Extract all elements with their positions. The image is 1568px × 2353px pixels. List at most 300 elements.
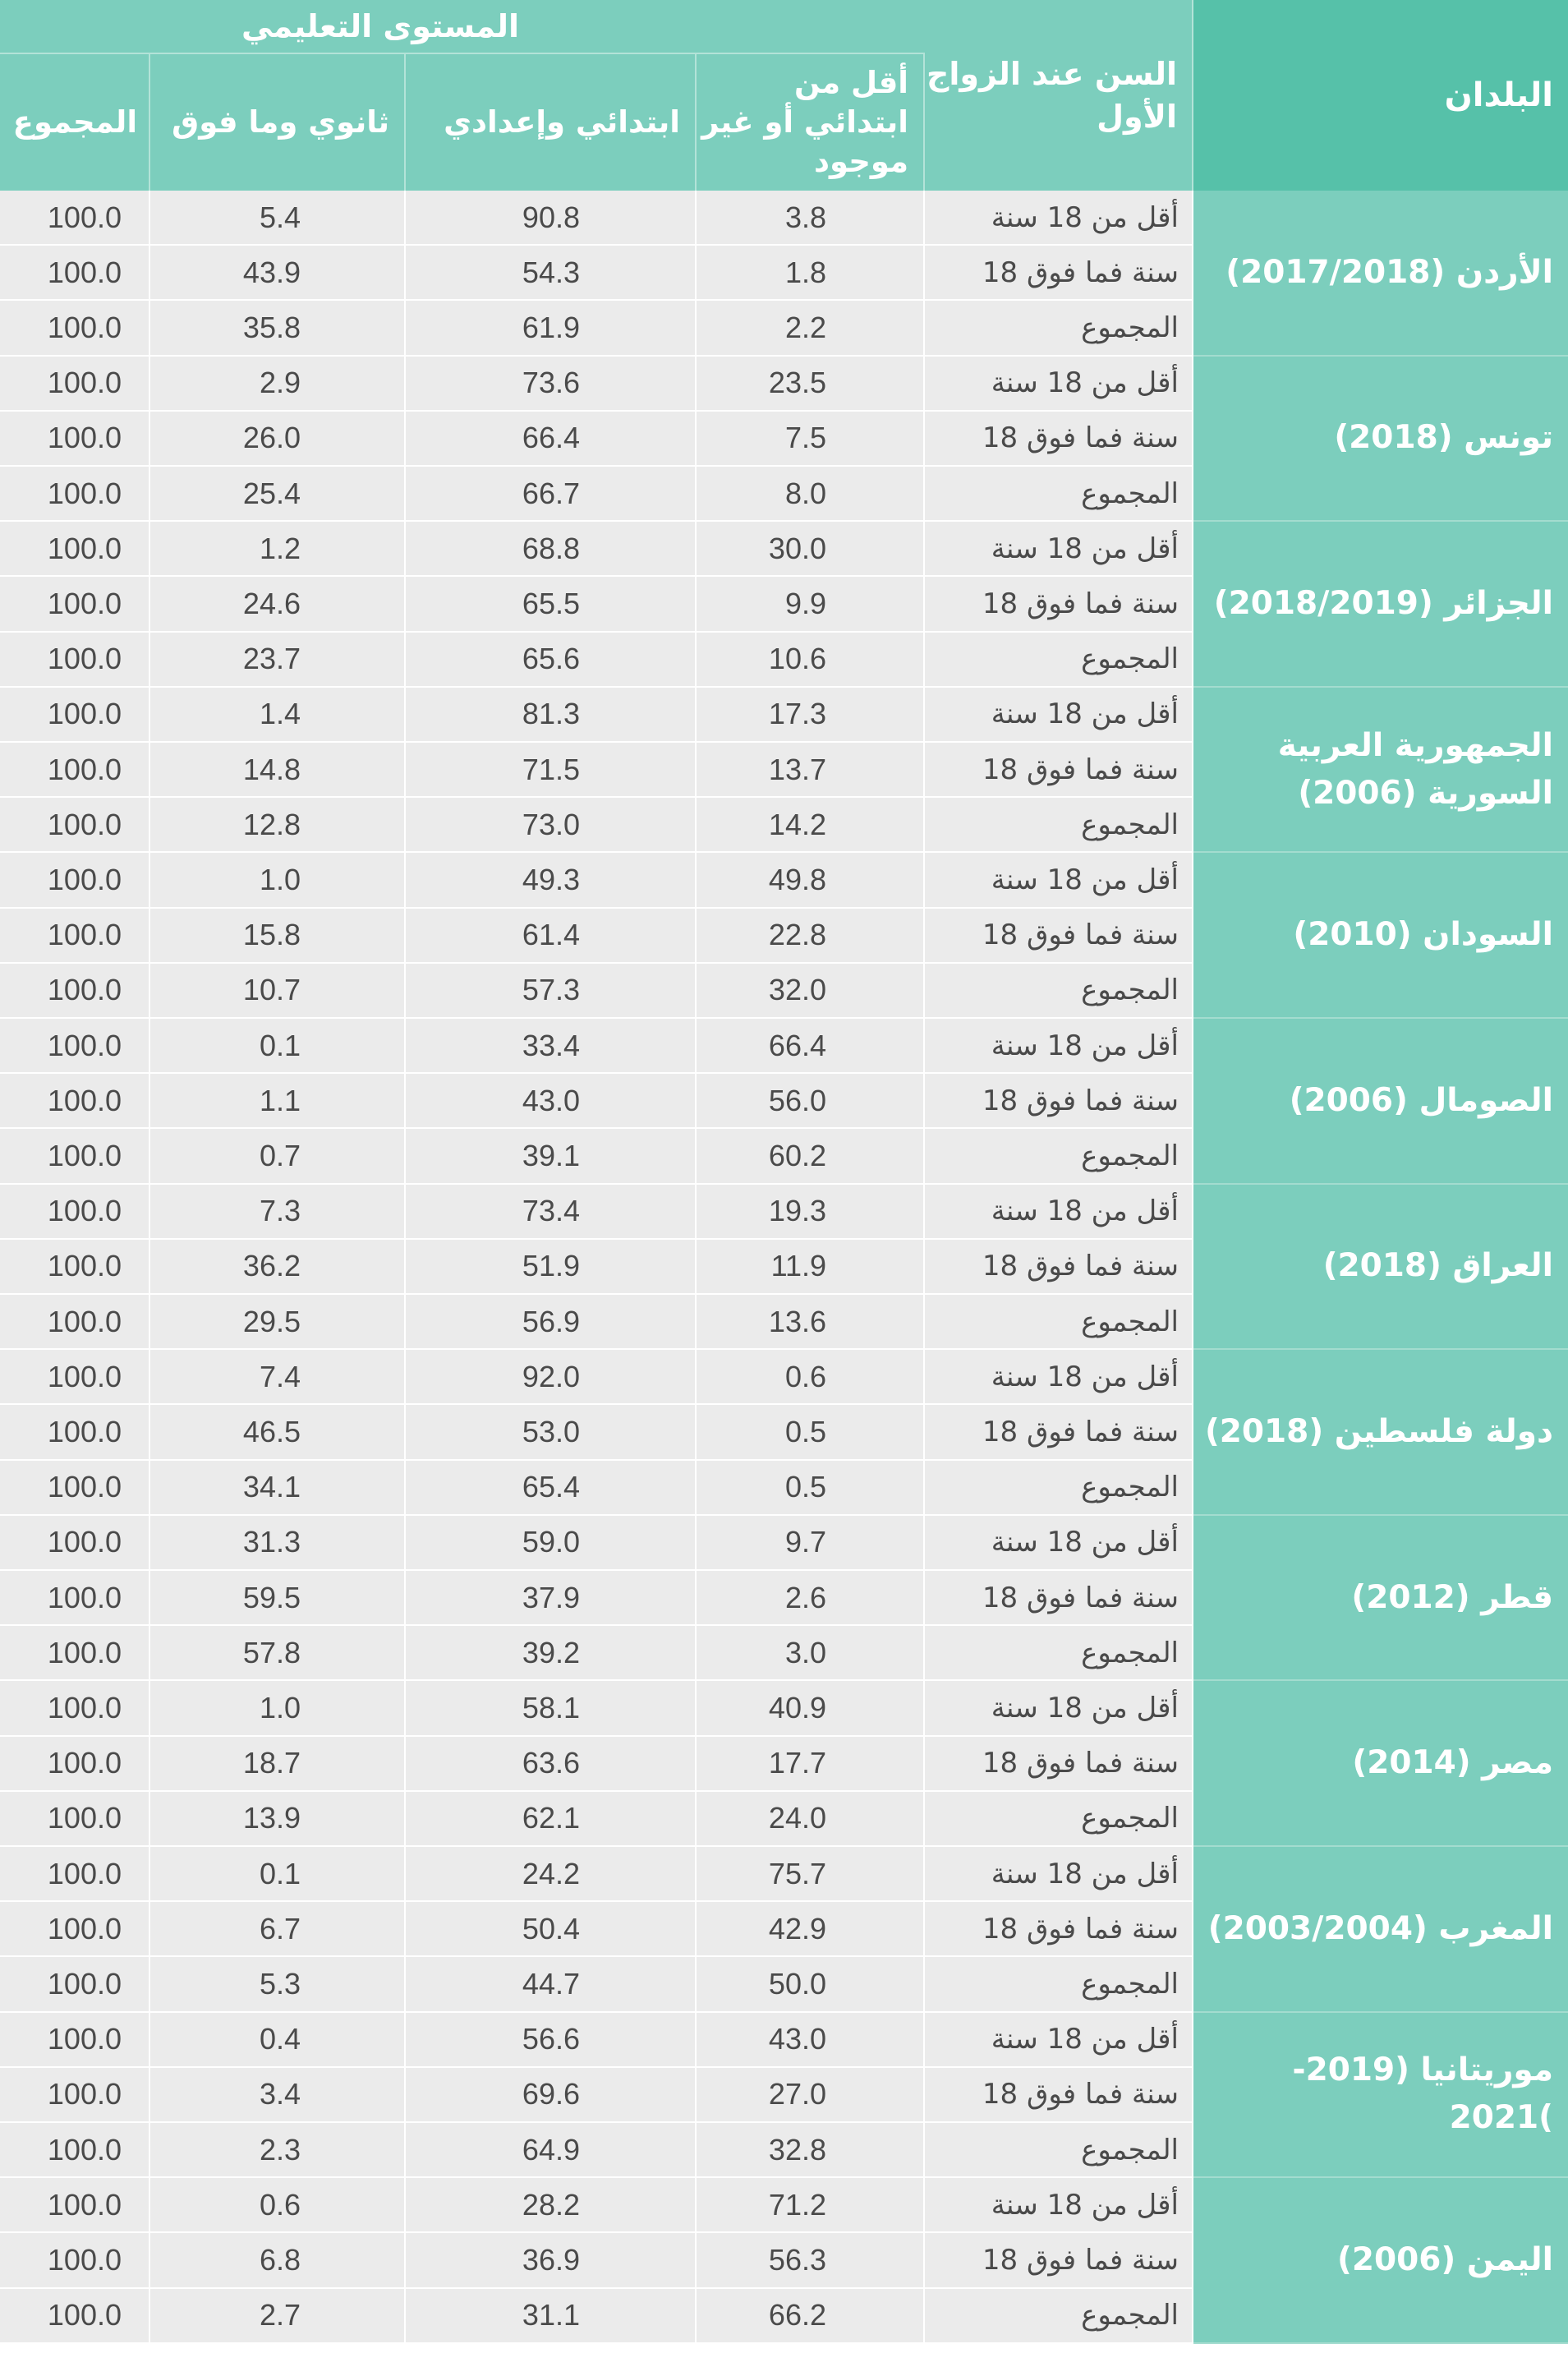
country-cell	[1193, 688, 1568, 854]
age-cell-value: المجموع	[1081, 808, 1179, 841]
total-cell	[0, 688, 150, 741]
total-cell-value: 100.0	[47, 255, 122, 289]
below-primary-cell	[697, 2013, 925, 2066]
primary-prep-cell-value: 56.9	[522, 1304, 580, 1338]
total-cell	[0, 2233, 150, 2286]
secondary-above-cell-value: 7.4	[259, 1359, 301, 1393]
secondary-above-cell-value: 31.3	[242, 1525, 301, 1559]
total-cell-value: 100.0	[47, 586, 122, 620]
primary-prep-cell-value: 66.4	[522, 421, 580, 455]
total-cell-value: 100.0	[47, 1359, 122, 1393]
age-cell-value: المجموع	[1081, 2299, 1179, 2332]
age-cell	[925, 2068, 1193, 2121]
below-primary-cell	[697, 2123, 925, 2176]
secondary-above-cell-value: 1.1	[259, 1083, 301, 1117]
below-primary-cell	[697, 1019, 925, 1072]
total-cell	[0, 577, 150, 630]
below-primary-cell	[697, 1681, 925, 1734]
below-primary-cell-value: 13.7	[768, 752, 826, 786]
below-primary-cell-value: 11.9	[770, 1249, 826, 1283]
below-primary-cell-value: 42.9	[768, 1911, 826, 1945]
total-cell-value: 100.0	[47, 2242, 122, 2277]
age-cell	[925, 2123, 1193, 2176]
primary-prep-cell	[406, 853, 697, 906]
secondary-above-cell-value: 1.2	[259, 531, 301, 565]
age-cell	[925, 1792, 1193, 1845]
header-total-label: المجموع	[12, 104, 137, 140]
total-cell	[0, 191, 150, 244]
age-cell	[925, 301, 1193, 354]
age-cell-value: 18 سنة فما فوق	[982, 587, 1179, 620]
secondary-above-cell	[150, 2233, 406, 2286]
age-cell-value: المجموع	[1081, 1967, 1179, 2001]
header-secondary-above-label: ثانوي وما فوق	[172, 104, 389, 140]
age-cell	[925, 1847, 1193, 1900]
primary-prep-cell-value: 33.4	[522, 1028, 580, 1062]
below-primary-cell-value: 22.8	[768, 918, 826, 952]
total-cell	[0, 1957, 150, 2010]
country-cell	[1193, 522, 1568, 688]
total-cell-value: 100.0	[47, 1635, 122, 1669]
primary-prep-cell-value: 73.4	[522, 1194, 580, 1228]
age-cell-value: المجموع	[1081, 2133, 1179, 2167]
age-cell-value: 18 سنة فما فوق	[982, 1415, 1179, 1448]
age-cell	[925, 1571, 1193, 1624]
country-cell	[1193, 357, 1568, 523]
secondary-above-cell	[150, 467, 406, 520]
age-cell	[925, 798, 1193, 851]
age-cell-value: 18 سنة فما فوق	[982, 1084, 1179, 1117]
total-cell	[0, 1902, 150, 1955]
age-cell	[925, 964, 1193, 1017]
total-cell-value: 100.0	[47, 1414, 122, 1448]
primary-prep-cell-value: 37.9	[522, 1580, 580, 1614]
age-cell-value: أقل من 18 سنة	[991, 698, 1179, 731]
secondary-above-cell-value: 36.2	[242, 1249, 301, 1283]
secondary-above-cell	[150, 853, 406, 906]
age-cell	[925, 412, 1193, 465]
below-primary-cell	[697, 412, 925, 465]
age-cell	[925, 1129, 1193, 1182]
below-primary-cell-value: 66.2	[768, 2298, 826, 2332]
age-cell	[925, 633, 1193, 686]
primary-prep-cell	[406, 412, 697, 465]
table-row	[0, 688, 1193, 743]
age-cell	[925, 246, 1193, 299]
below-primary-cell	[697, 1571, 925, 1624]
table-row	[0, 1681, 1193, 1736]
total-cell-value: 100.0	[47, 1138, 122, 1172]
total-cell	[0, 1792, 150, 1845]
below-primary-cell-value: 10.6	[768, 642, 826, 676]
total-cell-value: 100.0	[47, 1966, 122, 2001]
secondary-above-cell	[150, 357, 406, 410]
total-cell	[0, 1571, 150, 1624]
secondary-above-cell-value: 57.8	[242, 1635, 301, 1669]
below-primary-cell-value: 3.0	[784, 1635, 826, 1669]
below-primary-cell	[697, 1129, 925, 1182]
below-primary-cell-value: 30.0	[768, 531, 826, 565]
country-cell	[1193, 1019, 1568, 1185]
age-cell-value: 18 سنة فما فوق	[982, 421, 1179, 455]
below-primary-cell-value: 3.8	[784, 200, 826, 234]
primary-prep-cell	[406, 467, 697, 520]
total-cell	[0, 743, 150, 796]
primary-prep-cell	[406, 909, 697, 962]
primary-prep-cell-value: 66.7	[522, 476, 580, 510]
age-cell-value: أقل من 18 سنة	[991, 532, 1179, 565]
age-cell-value: 18 سنة فما فوق	[982, 256, 1179, 289]
primary-prep-cell	[406, 1571, 697, 1624]
country-cell	[1193, 1516, 1568, 1682]
age-cell-value: 18 سنة فما فوق	[982, 1581, 1179, 1614]
secondary-above-cell-value: 5.3	[259, 1966, 301, 2001]
total-cell-value: 100.0	[47, 1801, 122, 1835]
table-row	[0, 246, 1193, 301]
header-total	[0, 54, 150, 191]
secondary-above-cell-value: 35.8	[242, 310, 301, 344]
primary-prep-cell	[406, 798, 697, 851]
secondary-above-cell-value: 29.5	[242, 1304, 301, 1338]
country-cell	[1193, 2013, 1568, 2179]
country-name: المغرب (2003/2004)	[1207, 1909, 1553, 1947]
age-cell-value: أقل من 18 سنة	[991, 1195, 1179, 1228]
age-cell	[925, 2178, 1193, 2231]
below-primary-cell-value: 9.7	[784, 1525, 826, 1559]
total-cell	[0, 1129, 150, 1182]
below-primary-cell	[697, 1902, 925, 1955]
secondary-above-cell	[150, 743, 406, 796]
primary-prep-cell-value: 43.0	[522, 1083, 580, 1117]
primary-prep-cell	[406, 1019, 697, 1072]
country-name: الأردن (2017/2018)	[1225, 253, 1553, 291]
country-cell	[1193, 191, 1568, 357]
total-cell	[0, 633, 150, 686]
total-cell-value: 100.0	[47, 697, 122, 731]
primary-prep-cell	[406, 191, 697, 244]
total-cell-value: 100.0	[47, 752, 122, 786]
total-cell-value: 100.0	[47, 1470, 122, 1504]
below-primary-cell-value: 13.6	[768, 1304, 826, 1338]
total-cell	[0, 1681, 150, 1734]
total-cell-value: 100.0	[47, 2298, 122, 2332]
table-row	[0, 1626, 1193, 1681]
secondary-above-cell	[150, 1074, 406, 1127]
country-name: الجمهورية العربية السورية (2006)	[1277, 726, 1553, 812]
table-row	[0, 1902, 1193, 1957]
below-primary-cell	[697, 633, 925, 686]
secondary-above-cell-value: 34.1	[242, 1470, 301, 1504]
total-cell	[0, 246, 150, 299]
age-cell	[925, 1295, 1193, 1348]
total-cell-value: 100.0	[47, 973, 122, 1007]
below-primary-cell	[697, 964, 925, 1017]
total-cell	[0, 2123, 150, 2176]
country-cell	[1193, 1847, 1568, 2013]
secondary-above-cell-value: 2.7	[259, 2298, 301, 2332]
below-primary-cell-value: 56.0	[768, 1083, 826, 1117]
country-name: دولة فلسطين (2018)	[1204, 1412, 1553, 1450]
country-name: اليمن (2006)	[1337, 2240, 1553, 2278]
table-row	[0, 964, 1193, 1019]
table-row	[0, 467, 1193, 522]
total-cell	[0, 964, 150, 1017]
below-primary-cell-value: 32.0	[768, 973, 826, 1007]
total-cell	[0, 798, 150, 851]
country-name: العراق (2018)	[1322, 1247, 1553, 1285]
table-row	[0, 2178, 1193, 2233]
table-row	[0, 577, 1193, 632]
age-cell	[925, 1019, 1193, 1072]
country-name: الصومال (2006)	[1289, 1081, 1553, 1119]
age-cell-value: أقل من 18 سنة	[991, 1691, 1179, 1724]
table-row	[0, 412, 1193, 467]
secondary-above-cell-value: 6.7	[259, 1911, 301, 1945]
table-row	[0, 633, 1193, 688]
age-cell-value: أقل من 18 سنة	[991, 1526, 1179, 1559]
primary-prep-cell	[406, 2178, 697, 2231]
secondary-above-cell-value: 59.5	[242, 1580, 301, 1614]
header-primary-prep-label: ابتدائي وإعدادي	[444, 104, 680, 140]
age-cell-value: 18 سنة فما فوق	[982, 753, 1179, 786]
age-cell-value: المجموع	[1081, 1139, 1179, 1172]
secondary-above-cell	[150, 1737, 406, 1790]
age-cell	[925, 1074, 1193, 1127]
country-name: موريتانيا (2019-2021(	[1292, 2051, 1553, 2137]
age-cell-value: أقل من 18 سنة	[991, 366, 1179, 400]
secondary-above-cell-value: 24.6	[242, 586, 301, 620]
secondary-above-cell-value: 10.7	[242, 973, 301, 1007]
header-countries-label: البلدان	[1444, 76, 1553, 114]
primary-prep-cell	[406, 357, 697, 410]
primary-prep-cell	[406, 1516, 697, 1569]
country-name: قطر (2012)	[1351, 1578, 1553, 1616]
below-primary-cell-value: 23.5	[768, 366, 826, 400]
below-primary-cell-value: 71.2	[768, 2187, 826, 2222]
below-primary-cell-value: 49.8	[768, 862, 826, 896]
primary-prep-cell-value: 49.3	[522, 862, 580, 896]
header-age-label: السن عند الزواج الأول	[926, 56, 1177, 135]
below-primary-cell	[697, 301, 925, 354]
age-cell-value: المجموع	[1081, 1636, 1179, 1669]
below-primary-cell-value: 17.7	[768, 1746, 826, 1780]
secondary-above-cell	[150, 1681, 406, 1734]
below-primary-cell	[697, 1626, 925, 1679]
primary-prep-cell-value: 59.0	[522, 1525, 580, 1559]
total-cell	[0, 1295, 150, 1348]
primary-prep-cell	[406, 1957, 697, 2010]
secondary-above-cell-value: 43.9	[242, 255, 301, 289]
total-cell-value: 100.0	[47, 310, 122, 344]
secondary-above-cell-value: 26.0	[242, 421, 301, 455]
primary-prep-cell-value: 54.3	[522, 255, 580, 289]
primary-prep-cell	[406, 1626, 697, 1679]
total-cell	[0, 1019, 150, 1072]
age-cell	[925, 2233, 1193, 2286]
below-primary-cell	[697, 1405, 925, 1458]
below-primary-cell	[697, 2178, 925, 2231]
primary-prep-cell	[406, 964, 697, 1017]
header-below-primary-label: أقل من ابتدائي أو غير موجود	[701, 65, 908, 179]
age-cell-value: أقل من 18 سنة	[991, 1360, 1179, 1393]
primary-prep-cell-value: 39.1	[522, 1138, 580, 1172]
total-cell-value: 100.0	[47, 1083, 122, 1117]
total-cell-value: 100.0	[47, 1525, 122, 1559]
secondary-above-cell	[150, 2289, 406, 2342]
secondary-above-cell	[150, 964, 406, 1017]
primary-prep-cell-value: 58.1	[522, 1690, 580, 1724]
country-name: تونس (2018)	[1334, 419, 1553, 457]
below-primary-cell	[697, 1350, 925, 1403]
primary-prep-cell	[406, 577, 697, 630]
age-cell-value: 18 سنة فما فوق	[982, 1912, 1179, 1945]
table-row	[0, 909, 1193, 964]
below-primary-cell	[697, 1516, 925, 1569]
below-primary-cell-value: 0.5	[784, 1470, 826, 1504]
primary-prep-cell-value: 51.9	[522, 1249, 580, 1283]
secondary-above-cell	[150, 412, 406, 465]
age-cell-value: المجموع	[1081, 642, 1179, 676]
secondary-above-cell	[150, 2178, 406, 2231]
secondary-above-cell	[150, 1019, 406, 1072]
secondary-above-cell	[150, 1516, 406, 1569]
age-cell-value: المجموع	[1081, 1471, 1179, 1504]
table-row	[0, 798, 1193, 853]
age-cell	[925, 688, 1193, 741]
age-cell-value: 18 سنة فما فوق	[982, 2243, 1179, 2277]
below-primary-cell-value: 75.7	[768, 1856, 826, 1890]
age-cell-value: أقل من 18 سنة	[991, 1857, 1179, 1890]
primary-prep-cell-value: 57.3	[522, 973, 580, 1007]
age-cell	[925, 1240, 1193, 1293]
total-cell-value: 100.0	[47, 862, 122, 896]
below-primary-cell-value: 8.0	[784, 476, 826, 510]
primary-prep-cell-value: 50.4	[522, 1911, 580, 1945]
total-cell	[0, 1240, 150, 1293]
age-cell	[925, 577, 1193, 630]
primary-prep-cell	[406, 688, 697, 741]
header-primary-prep	[406, 54, 697, 191]
secondary-above-cell	[150, 2013, 406, 2066]
secondary-above-cell-value: 14.8	[242, 752, 301, 786]
primary-prep-cell-value: 73.0	[522, 807, 580, 841]
primary-prep-cell-value: 36.9	[522, 2242, 580, 2277]
age-cell	[925, 1957, 1193, 2010]
age-cell	[925, 1902, 1193, 1955]
age-cell	[925, 1516, 1193, 1569]
below-primary-cell	[697, 357, 925, 410]
secondary-above-cell	[150, 1185, 406, 1238]
total-cell-value: 100.0	[47, 1249, 122, 1283]
primary-prep-cell-value: 68.8	[522, 531, 580, 565]
age-cell-value: أقل من 18 سنة	[991, 2188, 1179, 2222]
total-cell	[0, 1516, 150, 1569]
primary-prep-cell-value: 90.8	[522, 200, 580, 234]
total-cell	[0, 853, 150, 906]
secondary-above-cell-value: 0.4	[259, 2022, 301, 2056]
table-row	[0, 1847, 1193, 1902]
primary-prep-cell	[406, 1681, 697, 1734]
primary-prep-cell	[406, 301, 697, 354]
total-cell	[0, 1185, 150, 1238]
below-primary-cell	[697, 1295, 925, 1348]
total-cell-value: 100.0	[47, 1194, 122, 1228]
age-cell	[925, 1461, 1193, 1514]
age-cell-value: 18 سنة فما فوق	[982, 1250, 1179, 1283]
primary-prep-cell-value: 73.6	[522, 366, 580, 400]
table-row	[0, 357, 1193, 412]
below-primary-cell	[697, 743, 925, 796]
age-cell-value: أقل من 18 سنة	[991, 2023, 1179, 2056]
table-row	[0, 2068, 1193, 2123]
secondary-above-cell-value: 23.7	[242, 642, 301, 676]
total-cell-value: 100.0	[47, 531, 122, 565]
primary-prep-cell-value: 61.4	[522, 918, 580, 952]
total-cell-value: 100.0	[47, 1690, 122, 1724]
age-cell-value: أقل من 18 سنة	[991, 200, 1179, 234]
country-name: السودان (2010)	[1293, 916, 1553, 954]
total-cell-value: 100.0	[47, 1304, 122, 1338]
secondary-above-cell-value: 1.4	[259, 697, 301, 731]
country-name: مصر (2014)	[1352, 1744, 1553, 1782]
header-countries	[1193, 0, 1568, 191]
primary-prep-cell	[406, 522, 697, 575]
below-primary-cell-value: 2.6	[784, 1580, 826, 1614]
below-primary-cell	[697, 1957, 925, 2010]
age-cell	[925, 1350, 1193, 1403]
total-cell-value: 100.0	[47, 366, 122, 400]
secondary-above-cell-value: 15.8	[242, 918, 301, 952]
total-cell	[0, 1626, 150, 1679]
primary-prep-cell-value: 65.5	[522, 586, 580, 620]
total-cell	[0, 412, 150, 465]
secondary-above-cell	[150, 1902, 406, 1955]
below-primary-cell	[697, 798, 925, 851]
below-primary-cell	[697, 2068, 925, 2121]
age-cell-value: 18 سنة فما فوق	[982, 919, 1179, 952]
total-cell	[0, 2289, 150, 2342]
secondary-above-cell	[150, 1461, 406, 1514]
age-cell	[925, 1626, 1193, 1679]
primary-prep-cell	[406, 743, 697, 796]
below-primary-cell-value: 60.2	[768, 1138, 826, 1172]
total-cell-value: 100.0	[47, 642, 122, 676]
secondary-above-cell-value: 1.0	[259, 1690, 301, 1724]
total-cell	[0, 522, 150, 575]
primary-prep-cell-value: 53.0	[522, 1414, 580, 1448]
age-cell	[925, 191, 1193, 244]
table-row	[0, 1571, 1193, 1626]
age-cell-value: المجموع	[1081, 1802, 1179, 1835]
below-primary-cell	[697, 191, 925, 244]
age-cell	[925, 1185, 1193, 1238]
table-row	[0, 2233, 1193, 2288]
header-education-level	[0, 0, 925, 54]
age-cell-value: 18 سنة فما فوق	[982, 2078, 1179, 2111]
primary-prep-cell	[406, 1185, 697, 1238]
primary-prep-cell	[406, 1350, 697, 1403]
primary-prep-cell-value: 56.6	[522, 2022, 580, 2056]
total-cell-value: 100.0	[47, 421, 122, 455]
table-row	[0, 1516, 1193, 1571]
primary-prep-cell	[406, 1792, 697, 1845]
age-cell	[925, 853, 1193, 906]
secondary-above-cell	[150, 633, 406, 686]
table-row	[0, 1350, 1193, 1405]
secondary-above-cell	[150, 1626, 406, 1679]
age-cell	[925, 522, 1193, 575]
table-row	[0, 1019, 1193, 1074]
